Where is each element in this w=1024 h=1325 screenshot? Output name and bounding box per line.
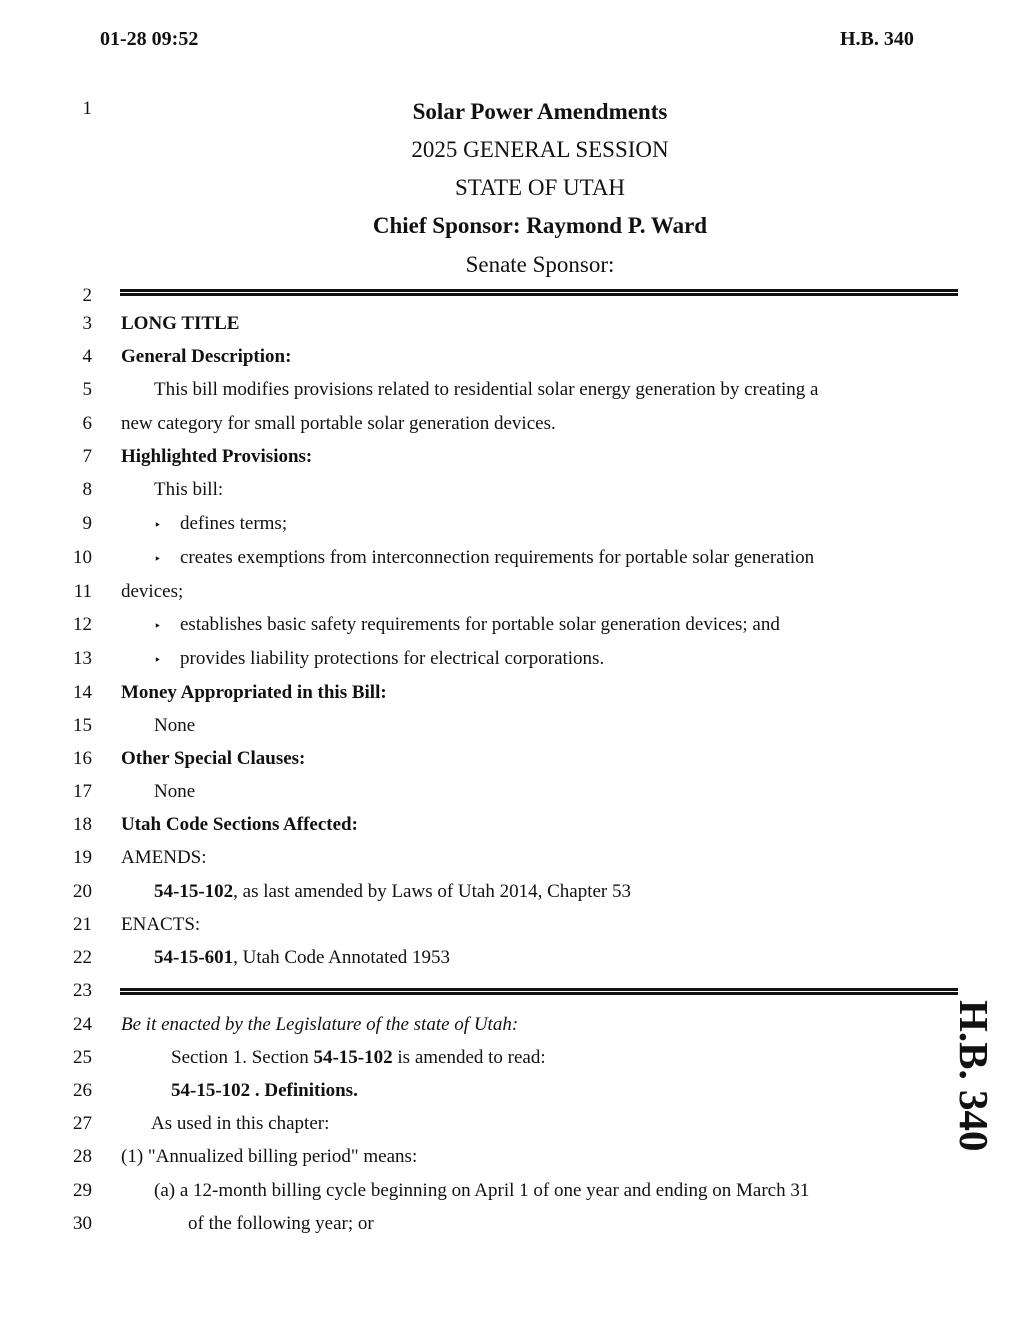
line-number: 20 [73,881,92,902]
bottom-double-rule [120,988,958,995]
amends-note: , as last amended by Laws of Utah 2014, Chapter 53 [233,881,632,902]
side-bill-tag: H.B. 340 [951,1000,997,1152]
enacting-clause: Be it enacted by the Legislature of the state of Utah: [121,1014,519,1035]
line-number: 6 [82,413,92,434]
general-description-heading: General Description: [121,346,292,367]
line-number: 19 [73,847,92,868]
enacts-label: ENACTS: [121,914,201,935]
definition-1a-continuation: of the following year; or [188,1213,374,1234]
line-number: 17 [73,781,92,802]
section-intro-number: 54-15-102 [313,1047,393,1068]
bullet-icon: ‣ [154,619,162,633]
line-number: 24 [73,1014,92,1035]
line-number: 11 [73,581,92,602]
general-description-line-1: This bill modifies provisions related to residential solar energy generation by creating a [154,379,819,400]
money-value: None [154,715,196,736]
amends-label: AMENDS: [121,847,207,868]
line-number: 8 [82,479,92,500]
top-double-rule [120,289,958,296]
line-number: 23 [73,980,92,1001]
as-used-text: As used in this chapter: [151,1113,330,1134]
line-number: 28 [73,1146,92,1167]
line-number: 18 [73,814,92,835]
provision-text: establishes basic safety requirements for portable solar generation devices; and [180,614,780,635]
section-intro-text: is amended to read: [392,1047,546,1068]
special-clauses-value: None [154,781,196,802]
section-intro-text: Section 1. Section [171,1047,314,1068]
special-clauses-heading: Other Special Clauses: [121,748,306,769]
line-number: 7 [82,446,92,467]
line-number: 21 [73,914,92,935]
enacts-section-number: 54-15-601 [154,947,234,968]
line-number: 3 [82,313,92,334]
line-number: 30 [73,1213,92,1234]
line-number: 10 [73,547,92,568]
line-number: 29 [73,1180,92,1201]
definition-1: (1) "Annualized billing period" means: [121,1146,418,1167]
definition-1a: (a) a 12-month billing cycle beginning on April 1 of one year and ending on March 31 [154,1180,810,1201]
header-timestamp: 01-28 09:52 [100,28,199,50]
line-number: 2 [82,285,92,306]
this-bill-label: This bill: [154,479,224,500]
chief-sponsor: Chief Sponsor: Raymond P. Ward [372,213,708,238]
session-label: 2025 GENERAL SESSION [411,137,669,162]
line-number: 27 [73,1113,92,1134]
provision-item [154,513,287,535]
highlighted-provisions-heading: Highlighted Provisions: [121,446,313,467]
provision-item [154,547,814,569]
senate-sponsor: Senate Sponsor: [465,252,615,277]
bullet-icon: ‣ [154,653,162,667]
line-number: 16 [73,748,92,769]
line-number: 22 [73,947,92,968]
enacts-entry [154,947,450,969]
provision-continuation: devices; [121,581,184,602]
line-number: 14 [73,682,92,703]
section-intro [171,1047,546,1069]
line-number: 15 [73,715,92,736]
bullet-icon: ‣ [154,518,162,532]
money-heading: Money Appropriated in this Bill: [121,682,387,703]
amends-section-number: 54-15-102 [154,881,234,902]
header-bill-number: H.B. 340 [840,28,914,50]
enacts-note: , Utah Code Annotated 1953 [233,947,451,968]
bill-title: Solar Power Amendments [412,99,668,124]
line-number: 13 [73,648,92,669]
state-label: STATE OF UTAH [454,175,626,200]
long-title-heading: LONG TITLE [121,313,240,334]
line-number: 12 [73,614,92,635]
general-description-line-2: new category for small portable solar generation devices. [121,413,556,434]
provision-text: defines terms; [180,513,288,534]
line-number: 1 [82,98,92,119]
provision-text: provides liability protections for electrical corporations. [180,648,605,669]
line-number: 4 [82,346,92,367]
line-number: 9 [82,513,92,534]
provision-text: creates exemptions from interconnection requirements for portable solar generation [180,547,815,568]
provision-item [154,648,604,670]
sections-affected-heading: Utah Code Sections Affected: [121,814,358,835]
amends-entry [154,881,631,903]
provision-item [154,614,780,636]
line-number: 26 [73,1080,92,1101]
section-heading: 54-15-102 . Definitions. [171,1080,358,1101]
line-number: 25 [73,1047,92,1068]
bullet-icon: ‣ [154,552,162,566]
line-number: 5 [82,379,92,400]
